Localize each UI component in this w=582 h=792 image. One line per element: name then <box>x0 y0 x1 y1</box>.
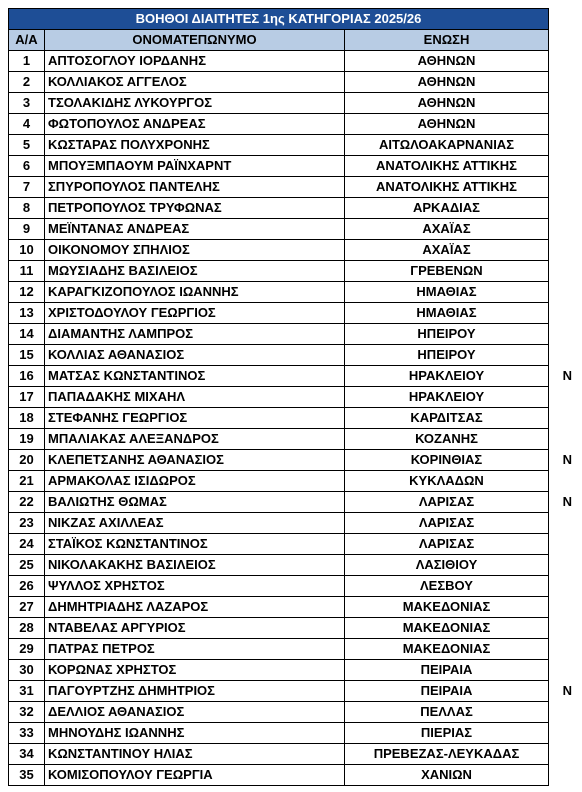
referee-name: ΜΠΑΛΙΑΚΑΣ ΑΛΕΞΑΝΔΡΟΣ <box>45 429 345 450</box>
referee-union: ΜΑΚΕΔΟΝΙΑΣ <box>345 597 549 618</box>
table-body <box>9 51 549 786</box>
table-row <box>9 156 549 177</box>
referee-union: ΗΡΑΚΛΕΙΟΥ <box>345 387 549 408</box>
table-row <box>9 660 549 681</box>
referee-union: ΛΑΡΙΣΑΣ <box>345 534 549 555</box>
referee-union: ΗΜΑΘΙΑΣ <box>345 282 549 303</box>
referee-name: ΠΑΤΡΑΣ ΠΕΤΡΟΣ <box>45 639 345 660</box>
referee-union: ΚΟΖΑΝΗΣ <box>345 429 549 450</box>
referee-union: ΑΘΗΝΩΝ <box>345 51 549 72</box>
referee-name: ΚΑΡΑΓΚΙΖΟΠΟΥΛΟΣ ΙΩΑΝΝΗΣ <box>45 282 345 303</box>
referee-union: ΗΠΕΙΡΟΥ <box>345 324 549 345</box>
row-number: 22 <box>9 492 45 513</box>
referee-name: ΚΟΜΙΣΟΠΟΥΛΟΥ ΓΕΩΡΓΙΑ <box>45 765 345 786</box>
referee-name: ΚΟΛΛΙΑΣ ΑΘΑΝΑΣΙΟΣ <box>45 345 345 366</box>
row-flag: Ν <box>562 451 572 467</box>
table-row <box>9 534 549 555</box>
referee-name: ΝΙΚΖΑΣ ΑΧΙΛΛΕΑΣ <box>45 513 345 534</box>
row-number: 16 <box>9 366 45 387</box>
referee-name: ΝΙΚΟΛΑΚΑΚΗΣ ΒΑΣΙΛΕΙΟΣ <box>45 555 345 576</box>
row-number: 4 <box>9 114 45 135</box>
table-row <box>9 345 549 366</box>
referee-name: ΣΤΑΪΚΟΣ ΚΩΝΣΤΑΝΤΙΝΟΣ <box>45 534 345 555</box>
row-number: 32 <box>9 702 45 723</box>
row-number: 29 <box>9 639 45 660</box>
referee-name: ΤΣΟΛΑΚΙΔΗΣ ΛΥΚΟΥΡΓΟΣ <box>45 93 345 114</box>
referee-name: ΑΠΤΟΣΟΓΛΟΥ ΙΟΡΔΑΝΗΣ <box>45 51 345 72</box>
row-flag: Ν <box>562 682 572 698</box>
row-number: 20 <box>9 450 45 471</box>
row-number: 35 <box>9 765 45 786</box>
referee-union: ΑΘΗΝΩΝ <box>345 72 549 93</box>
referee-union: ΧΑΝΙΩΝ <box>345 765 549 786</box>
referee-union: ΛΑΡΙΣΑΣ <box>345 513 549 534</box>
table-row <box>9 744 549 765</box>
referee-name: ΑΡΜΑΚΟΛΑΣ ΙΣΙΔΩΡΟΣ <box>45 471 345 492</box>
row-number: 31 <box>9 681 45 702</box>
table-row <box>9 597 549 618</box>
row-number: 30 <box>9 660 45 681</box>
table-row <box>9 114 549 135</box>
row-number: 25 <box>9 555 45 576</box>
table-row <box>9 51 549 72</box>
referee-union: ΑΧΑΪΑΣ <box>345 219 549 240</box>
referee-union: ΑΝΑΤΟΛΙΚΗΣ ΑΤΤΙΚΗΣ <box>345 177 549 198</box>
column-header-union: ΕΝΩΣΗ <box>345 30 549 51</box>
row-number: 26 <box>9 576 45 597</box>
row-flag: Ν <box>562 493 572 509</box>
referee-name: ΒΑΛΙΩΤΗΣ ΘΩΜΑΣ <box>45 492 345 513</box>
table-row <box>9 303 549 324</box>
row-number: 9 <box>9 219 45 240</box>
row-number: 34 <box>9 744 45 765</box>
referee-union: ΑΘΗΝΩΝ <box>345 114 549 135</box>
referee-name: ΣΤΕΦΑΝΗΣ ΓΕΩΡΓΙΟΣ <box>45 408 345 429</box>
row-number: 15 <box>9 345 45 366</box>
table-row <box>9 366 549 387</box>
referee-name: ΣΠΥΡΟΠΟΥΛΟΣ ΠΑΝΤΕΛΗΣ <box>45 177 345 198</box>
referee-union: ΗΠΕΙΡΟΥ <box>345 345 549 366</box>
referee-name: ΚΩΣΤΑΡΑΣ ΠΟΛΥΧΡΟΝΗΣ <box>45 135 345 156</box>
referee-union: ΠΡΕΒΕΖΑΣ-ΛΕΥΚΑΔΑΣ <box>345 744 549 765</box>
referee-name: ΜΑΤΣΑΣ ΚΩΝΣΤΑΝΤΙΝΟΣ <box>45 366 345 387</box>
table-row <box>9 576 549 597</box>
table-row <box>9 471 549 492</box>
referee-name: ΦΩΤΟΠΟΥΛΟΣ ΑΝΔΡΕΑΣ <box>45 114 345 135</box>
referee-union: ΑΙΤΩΛΟΑΚΑΡΝΑΝΙΑΣ <box>345 135 549 156</box>
referee-union: ΛΑΣΙΘΙΟΥ <box>345 555 549 576</box>
table-row <box>9 282 549 303</box>
referee-name: ΜΩΥΣΙΑΔΗΣ ΒΑΣΙΛΕΙΟΣ <box>45 261 345 282</box>
referee-union: ΚΟΡΙΝΘΙΑΣ <box>345 450 549 471</box>
table-row <box>9 513 549 534</box>
row-number: 2 <box>9 72 45 93</box>
referee-name: ΚΟΡΩΝΑΣ ΧΡΗΣΤΟΣ <box>45 660 345 681</box>
referee-union: ΠΕΙΡΑΙΑ <box>345 681 549 702</box>
row-number: 33 <box>9 723 45 744</box>
row-number: 28 <box>9 618 45 639</box>
referee-union: ΓΡΕΒΕΝΩΝ <box>345 261 549 282</box>
referee-name: ΜΗΝΟΥΔΗΣ ΙΩΑΝΝΗΣ <box>45 723 345 744</box>
row-number: 5 <box>9 135 45 156</box>
header-row <box>9 30 549 51</box>
referee-name: ΠΑΓΟΥΡΤΖΗΣ ΔΗΜΗΤΡΙΟΣ <box>45 681 345 702</box>
table-row <box>9 702 549 723</box>
referee-name: ΔΙΑΜΑΝΤΗΣ ΛΑΜΠΡΟΣ <box>45 324 345 345</box>
row-number: 23 <box>9 513 45 534</box>
table-row <box>9 618 549 639</box>
table-row <box>9 387 549 408</box>
referee-union: ΠΕΙΡΑΙΑ <box>345 660 549 681</box>
table-row <box>9 261 549 282</box>
table-row <box>9 765 549 786</box>
row-number: 21 <box>9 471 45 492</box>
column-header-num: Α/Α <box>9 30 45 51</box>
referee-name: ΟΙΚΟΝΟΜΟΥ ΣΠΗΛΙΟΣ <box>45 240 345 261</box>
referee-union: ΜΑΚΕΔΟΝΙΑΣ <box>345 639 549 660</box>
table-row <box>9 555 549 576</box>
table-row <box>9 681 549 702</box>
table-row <box>9 408 549 429</box>
referee-union: ΛΕΣΒΟΥ <box>345 576 549 597</box>
referee-name: ΝΤΑΒΕΛΑΣ ΑΡΓΥΡΙΟΣ <box>45 618 345 639</box>
table-row <box>9 723 549 744</box>
table-row <box>9 429 549 450</box>
row-flag: Ν <box>562 367 572 383</box>
row-number: 14 <box>9 324 45 345</box>
row-number: 3 <box>9 93 45 114</box>
referee-name: ΚΛΕΠΕΤΣΑΝΗΣ ΑΘΑΝΑΣΙΟΣ <box>45 450 345 471</box>
referee-union: ΑΝΑΤΟΛΙΚΗΣ ΑΤΤΙΚΗΣ <box>345 156 549 177</box>
table-row <box>9 93 549 114</box>
referee-union: ΠΕΛΛΑΣ <box>345 702 549 723</box>
row-number: 13 <box>9 303 45 324</box>
referee-union: ΑΘΗΝΩΝ <box>345 93 549 114</box>
row-number: 27 <box>9 597 45 618</box>
row-number: 19 <box>9 429 45 450</box>
referee-name: ΧΡΙΣΤΟΔΟΥΛΟΥ ΓΕΩΡΓΙΟΣ <box>45 303 345 324</box>
column-header-name: ΟΝΟΜΑΤΕΠΩΝΥΜΟ <box>45 30 345 51</box>
referee-union: ΗΡΑΚΛΕΙΟΥ <box>345 366 549 387</box>
referee-union: ΠΙΕΡΙΑΣ <box>345 723 549 744</box>
row-number: 11 <box>9 261 45 282</box>
row-number: 6 <box>9 156 45 177</box>
table-row <box>9 135 549 156</box>
table-row <box>9 219 549 240</box>
table-row <box>9 198 549 219</box>
row-number: 8 <box>9 198 45 219</box>
table-row <box>9 72 549 93</box>
table-row <box>9 492 549 513</box>
row-number: 24 <box>9 534 45 555</box>
referee-name: ΜΕΪΝΤΑΝΑΣ ΑΝΔΡΕΑΣ <box>45 219 345 240</box>
table-row <box>9 324 549 345</box>
table-row <box>9 639 549 660</box>
row-number: 17 <box>9 387 45 408</box>
row-number: 7 <box>9 177 45 198</box>
referee-name: ΠΕΤΡΟΠΟΥΛΟΣ ΤΡΥΦΩΝΑΣ <box>45 198 345 219</box>
table-title: ΒΟΗΘΟΙ ΔΙΑΙΤΗΤΕΣ 1ης ΚΑΤΗΓΟΡΙΑΣ 2025/26 <box>9 9 549 30</box>
table-row <box>9 450 549 471</box>
referee-name: ΜΠΟΥΞΜΠΑΟΥΜ ΡΑΪΝΧΑΡΝΤ <box>45 156 345 177</box>
row-number: 1 <box>9 51 45 72</box>
referee-name: ΔΗΜΗΤΡΙΑΔΗΣ ΛΑΖΑΡΟΣ <box>45 597 345 618</box>
referee-name: ΨΥΛΛΟΣ ΧΡΗΣΤΟΣ <box>45 576 345 597</box>
referee-union: ΜΑΚΕΔΟΝΙΑΣ <box>345 618 549 639</box>
referee-name: ΠΑΠΑΔΑΚΗΣ ΜΙΧΑΗΛ <box>45 387 345 408</box>
row-number: 12 <box>9 282 45 303</box>
referee-union: ΚΥΚΛΑΔΩΝ <box>345 471 549 492</box>
row-number: 10 <box>9 240 45 261</box>
referee-name: ΔΕΛΛΙΟΣ ΑΘΑΝΑΣΙΟΣ <box>45 702 345 723</box>
referee-table <box>8 8 549 786</box>
table-row <box>9 177 549 198</box>
row-number: 18 <box>9 408 45 429</box>
referee-name: ΚΩΝΣΤΑΝΤΙΝΟΥ ΗΛΙΑΣ <box>45 744 345 765</box>
referee-union: ΑΧΑΪΑΣ <box>345 240 549 261</box>
title-row <box>9 9 549 30</box>
referee-union: ΑΡΚΑΔΙΑΣ <box>345 198 549 219</box>
referee-sheet <box>8 8 549 786</box>
referee-name: ΚΟΛΛΙΑΚΟΣ ΑΓΓΕΛΟΣ <box>45 72 345 93</box>
referee-union: ΚΑΡΔΙΤΣΑΣ <box>345 408 549 429</box>
referee-union: ΛΑΡΙΣΑΣ <box>345 492 549 513</box>
table-row <box>9 240 549 261</box>
referee-union: ΗΜΑΘΙΑΣ <box>345 303 549 324</box>
